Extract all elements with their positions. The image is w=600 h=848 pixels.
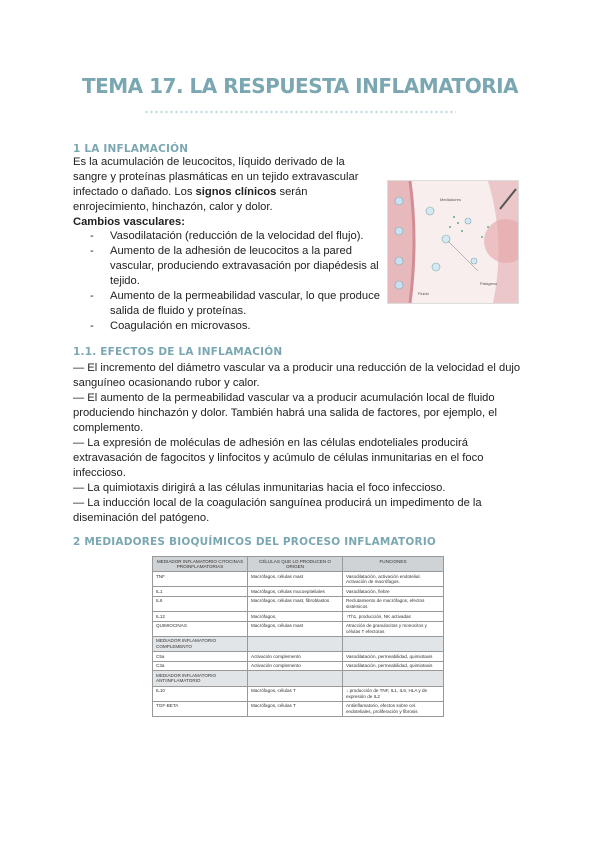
intro-text: serán	[276, 186, 308, 198]
intro-text: infectado o dañado. Los	[73, 186, 196, 198]
table-cell: ↓ producción de TNF, IL1, IL6, HLA y de expresión de IL2	[343, 686, 444, 701]
table-cell: C5a	[153, 652, 248, 662]
section-heading-inflamacion: 1 LA INFLAMACIÓN	[73, 143, 189, 155]
table-subheader-row	[153, 636, 444, 651]
title-underline	[144, 110, 456, 114]
intro-line: sangre y proteínas plasmáticas en un tejido extravascular	[73, 171, 359, 183]
section-heading-mediadores: 2 MEDIADORES BIOQUÍMICOS DEL PROCESO INFLAMATORIO	[73, 536, 437, 548]
table-row	[153, 572, 444, 587]
signs-bold: signos clínicos	[195, 186, 277, 198]
table-cell: Activación complemento	[248, 652, 343, 662]
table-cell: IL10	[153, 686, 248, 701]
table-header-cell: FUNCIONES	[343, 557, 444, 572]
table-row	[153, 612, 444, 622]
effect-item: — El incremento del diámetro vascular va a producir una reducción de la velocidad el dujo sanguíneo ocasionando rubor y calor.	[73, 362, 521, 389]
table-cell: Vasodilatación, fiebre	[343, 587, 444, 597]
table-cell: ↑Th1, producción, NK activadas	[343, 612, 444, 622]
table-cell: Macrófagos, células T	[248, 701, 343, 716]
table-cell: QUIMIOCINAS	[153, 621, 248, 636]
table-row	[153, 596, 444, 611]
table-cell: Atracción de granulocitos y monocitos y células T efectoras	[343, 621, 444, 636]
effect-item: — La inducción local de la coagulación sanguínea producirá un impedimento de la diseminación del patógeno.	[73, 497, 482, 524]
section-heading-efectos: 1.1. EFECTOS DE LA INFLAMACIÓN	[73, 346, 283, 358]
effect-item: — La expresión de moléculas de adhesión en las células endoteliales producirá extravasación de fagocitos y linfocitos y acúmulo de células inmunitarias en el foco infeccioso.	[73, 437, 484, 479]
vessel-diagram	[388, 181, 518, 303]
table-cell: Vasodilatación, activación endotelial. Activación de macrófagos.	[343, 572, 444, 587]
table-cell: Macrófagos,	[248, 612, 343, 622]
intro-line: enrojecimiento, hinchazón, calor y dolor.	[73, 201, 273, 213]
table-row	[153, 652, 444, 662]
table-header-cell: CÉLULAS QUE LO PRODUCEN O ORIGEN	[248, 557, 343, 572]
figure-label: Fluido	[418, 291, 429, 296]
table-cell	[343, 671, 444, 686]
effect-item: — El aumento de la permeabilidad vascular va a producir acumulación local de fluido produciendo hinchazón y dolor. También habrá una salida de factores, por ejemplo, el complemento.	[73, 392, 497, 434]
table-cell: C3a	[153, 661, 248, 671]
table-cell: Reclutamiento de macrófagos, efectos sistémicos	[343, 596, 444, 611]
table-header-row	[153, 557, 444, 572]
table-cell	[343, 636, 444, 651]
table-cell: Macrófagos, células T	[248, 686, 343, 701]
table-row	[153, 701, 444, 716]
table-cell: Macrófagos, células mucoepiteliales	[248, 587, 343, 597]
table-cell: Antiinflamatorio, efectos sobre cel. endoteliales, proliferación y fibrosis	[343, 701, 444, 716]
effect-item: — La quimiotaxis dirigirá a las células inmunitarias hacia el foco infeccioso.	[73, 482, 446, 494]
table-row	[153, 686, 444, 701]
table-row	[153, 621, 444, 636]
table-header-cell: MEDIADOR INFLAMATORIO CITOCINAS PROINFLAMATORIAS	[153, 557, 248, 572]
intro-line	[73, 185, 383, 200]
table-cell: Vasodilatación, permeabilidad, quimiotaxis	[343, 652, 444, 662]
table-cell: Activación complemento	[248, 661, 343, 671]
table-subheader-row	[153, 671, 444, 686]
table-cell: IL6	[153, 596, 248, 611]
table-row	[153, 587, 444, 597]
table-subheader-cell: MEDIADOR INFLAMATORIO ANTIINFLAMATORIO	[153, 671, 248, 686]
effects-list	[73, 361, 528, 526]
list-item: - Vasodilatación (reducción de la velocidad del flujo).	[73, 229, 383, 244]
intro-line: Es la acumulación de leucocitos, líquido derivado de la	[73, 156, 345, 168]
table-cell: IL1	[153, 587, 248, 597]
page-title: TEMA 17. LA RESPUESTA INFLAMATORIA	[81, 74, 519, 98]
list-item: - Coagulación en microvasos.	[73, 319, 383, 334]
list-item: - Aumento de la adhesión de leucocitos a la pared vascular, produciendo extravasación por diapédesis al tejido.	[73, 244, 383, 289]
list-item: - Aumento de la permeabilidad vascular, lo que produce salida de fluido y proteínas.	[73, 289, 383, 319]
table-row	[153, 661, 444, 671]
table-cell: Vasodilatación, permeabilidad, quimiotaxis	[343, 661, 444, 671]
table-cell: Macrófagos, células mast	[248, 572, 343, 587]
figure-label: Mediadores	[440, 197, 461, 202]
table-cell: TGF-BETA	[153, 701, 248, 716]
table-cell: IL12	[153, 612, 248, 622]
vascular-heading: Cambios vasculares:	[73, 216, 185, 228]
table-cell: Macrófagos, células mast, fibroblastos	[248, 596, 343, 611]
table-subheader-cell: MEDIADOR INFLAMATORIO COMPLEMENTO	[153, 636, 248, 651]
table-cell	[248, 636, 343, 651]
intro-paragraph	[73, 155, 383, 230]
table-cell: TNF	[153, 572, 248, 587]
vascular-changes-list	[73, 229, 383, 334]
table-cell	[248, 671, 343, 686]
table-cell: Macrófagos, células mast	[248, 621, 343, 636]
figure-label: Patógeno	[480, 281, 498, 286]
mediators-table	[152, 556, 444, 717]
inflammation-illustration	[387, 180, 519, 304]
